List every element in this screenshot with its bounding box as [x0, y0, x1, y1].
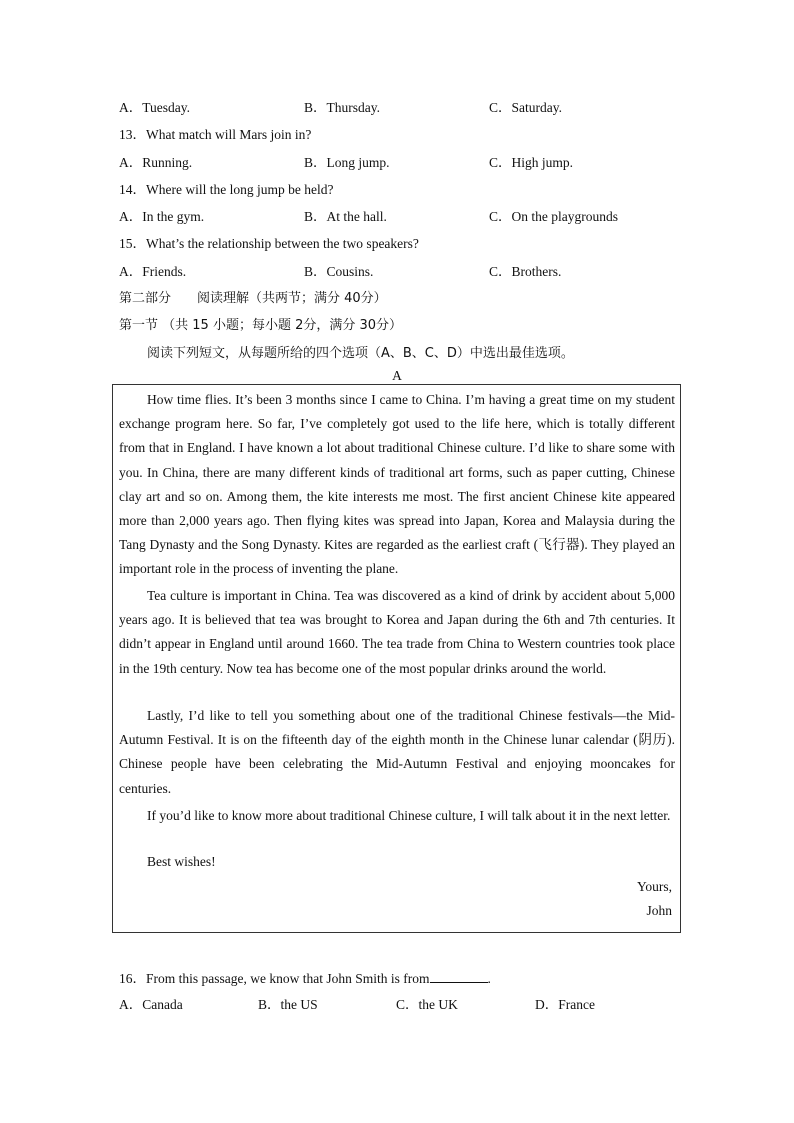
- answer-blank: [430, 971, 488, 983]
- q12-option-c: C．Saturday.: [489, 100, 562, 115]
- q15-stem: 15．What’s the relationship between the two speakers?: [119, 236, 419, 251]
- passage-label: A: [392, 368, 402, 383]
- q15-option-c: C．Brothers.: [489, 264, 562, 279]
- q13-option-c: C．High jump.: [489, 155, 574, 170]
- section1-heading: 第一节 （共 15 小题；每小题 2分，满分 30分）: [119, 318, 403, 333]
- letter-sign-yours: Yours,: [636, 879, 672, 894]
- passage-paragraph-3: Lastly, I’d like to tell you something about one of the traditional Chinese festivals—the Mid-Autumn Festival. It is on the fifteenth day of the eighth month in the Chinese lunar calendar (阴历). Chinese people have been celebrating the Mid-Autumn Festival and enjoying mooncakes for centuries.: [119, 708, 675, 796]
- q16-option-a: A．Canada: [119, 997, 183, 1012]
- q13-option-a: A．Running.: [119, 155, 193, 170]
- q14-option-a: A．In the gym.: [119, 209, 205, 224]
- passage-paragraph-4: If you’d like to know more about traditional Chinese culture, I will talk about it in the next letter.: [147, 808, 671, 823]
- q16-option-b: B．the US: [258, 997, 318, 1012]
- q16-stem: [119, 967, 491, 987]
- q16-stem-text: 16．From this passage, we know that John Smith is from: [119, 971, 430, 986]
- letter-closing: Best wishes!: [147, 854, 216, 869]
- passage-paragraph-2: Tea culture is important in China. Tea was discovered as a kind of drink by accident about 5,000 years ago. It is believed that tea was brought to Korea and Japan during the 6th and 7th centuries. It didn’t appear in England until around 1660. The tea trade from China to Western countries took place in the 19th century. Now tea has become one of the most popular drinks around the world.: [119, 588, 675, 676]
- q16-stem-end: .: [487, 971, 491, 986]
- q14-option-b: B．At the hall.: [304, 209, 387, 224]
- passage-paragraph-1: How time flies. It’s been 3 months since I came to China. I’m having a great time on my student exchange program here. So far, I’ve completely got used to the life here, which is totally different from that in England. I have known a lot about traditional Chinese culture. I’d like to share some with you. In China, there are many different kinds of traditional art forms, such as paper cutting, Chinese clay art and so on. Among them, the kite interests me most. The first ancient Chinese kite appeared more than 2,000 years ago. Then flying kites was spread into Japan, Korea and Malaysia during the Tang Dynasty and the Song Dynasty. Kites are regarded as the earliest craft (飞行器). They played an important role in the process of inventing the plane.: [119, 392, 675, 577]
- q16-option-d: D．France: [535, 997, 595, 1012]
- letter-sign-name: John: [646, 903, 672, 918]
- q14-option-c: C．On the playgrounds: [489, 209, 618, 224]
- q15-option-b: B．Cousins.: [304, 264, 374, 279]
- q13-option-b: B．Long jump.: [304, 155, 390, 170]
- q14-stem: 14．Where will the long jump be held?: [119, 182, 334, 197]
- passage-box: [112, 384, 681, 933]
- reading-instruction: 阅读下列短文，从每题所给的四个选项（A、B、C、D）中选出最佳选项。: [147, 346, 574, 361]
- q13-stem: 13．What match will Mars join in?: [119, 127, 312, 142]
- q12-option-a: A．Tuesday.: [119, 100, 191, 115]
- part2-heading: 第二部分 阅读理解（共两节；满分 40分）: [119, 291, 387, 306]
- q15-option-a: A．Friends.: [119, 264, 187, 279]
- q12-option-b: B．Thursday.: [304, 100, 380, 115]
- q16-option-c: C．the UK: [396, 997, 458, 1012]
